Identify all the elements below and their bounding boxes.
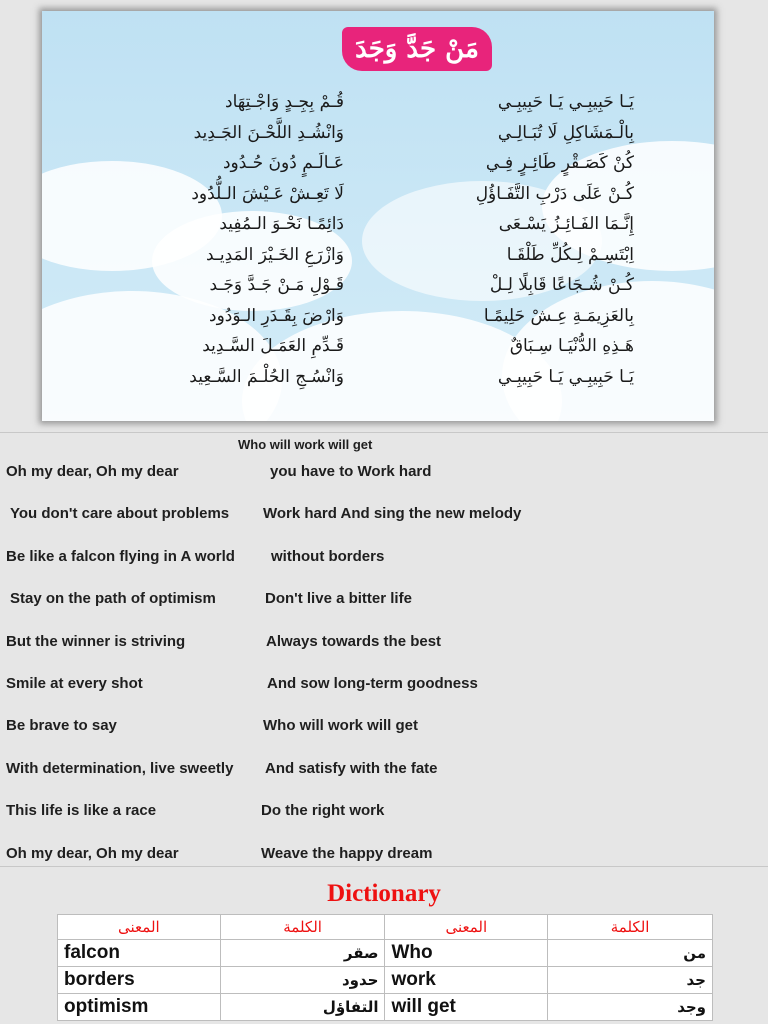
poem-verse-left: وَانْشُـدِ اللَّحْـنَ الجَـدِيد (193, 122, 344, 143)
dictionary-word: التفاؤل (220, 994, 385, 1021)
section-divider (0, 432, 768, 433)
translation-line-right: And satisfy with the fate (265, 759, 438, 777)
dictionary-word: صقر (220, 940, 385, 967)
dictionary-word: وجد (548, 994, 713, 1021)
translation-line-right: Do the right work (261, 802, 385, 820)
dictionary-meaning: optimism (58, 994, 221, 1021)
poem-card (42, 11, 714, 421)
header-meaning: المعنى (58, 915, 221, 940)
dictionary-row (58, 940, 713, 967)
poem-verse-right: هَـذِهِ الدُّنْيَـا سِـبَاقٌ (509, 336, 634, 356)
dictionary-meaning: work (385, 967, 548, 994)
translation-line-left: With determination, live sweetly (6, 759, 234, 777)
dictionary-word: من (548, 940, 713, 967)
poem-verse-right: كُنْ كَصَـقْرٍ طَائِـرٍ فِـي (485, 153, 634, 173)
poem-verse-right: بِالْـمَشَاكِلِ لَا تُبَـالِـي (497, 122, 634, 143)
poem-verse-left: وَازْرَعِ الخَـيْرَ المَدِيـد (206, 244, 344, 265)
dictionary-meaning: Who (385, 940, 548, 967)
dictionary-meaning: falcon (58, 940, 221, 967)
translation-line-left: Oh my dear, Oh my dear (6, 463, 179, 480)
translation-line-left: You don't care about problems (10, 505, 230, 523)
dictionary-row (58, 967, 713, 994)
header-word: الكلمة (220, 915, 385, 940)
poem-verse-right: يَـا حَبِيبِـي يَـا حَبِيبِـي (497, 92, 634, 112)
poem-verse-left: قَـوْلِ مَـنْ جَـدَّ وَجَـد (209, 275, 344, 295)
section-divider (0, 866, 768, 867)
poem-verse-left: قُـمْ بِجِـدٍ وَاجْـتِهَاد (225, 92, 344, 112)
poem-verse-left: قَـدِّمِ العَمَـلَ السَّـدِيد (202, 336, 344, 356)
translation-line-right: Weave the happy dream (261, 844, 433, 862)
translation-line-left: Oh my dear, Oh my dear (6, 844, 179, 862)
poem-verse-right: بِالعَزِيمَـةِ عِـشْ حَلِيمًـا (483, 305, 634, 326)
translation-line-left: Be brave to say (6, 717, 117, 735)
poem-title: مَنْ جَدَّ وَجَدَ (342, 27, 492, 71)
poem-verse-right: يَـا حَبِيبِـي يَـا حَبِيبِـي (497, 366, 634, 387)
header-meaning: المعنى (385, 915, 548, 940)
translation-line-right: Don't live a bitter life (265, 590, 412, 608)
translation-line-right: without borders (271, 547, 385, 565)
translation-line-right: you have to Work hard (270, 463, 432, 480)
header-word: الكلمة (548, 915, 713, 940)
poem-verse-left: وَانْسُـجِ الحُلْـمَ السَّـعِيد (189, 366, 344, 387)
poem-verse-left: عَـالَـمٍ دُونَ حُـدُود (222, 153, 344, 173)
dictionary-word: جد (548, 967, 713, 994)
translation-line-right: Who will work will get (263, 717, 419, 735)
poem-verse-right: كُـنْ شُـجَاعًا قَابِلًا لِـلْ (489, 275, 634, 295)
translation-line-left: Smile at every shot (6, 675, 143, 692)
poem-verse-left: وَارْضَ بِقَـدَرِ الـوَدُود (209, 305, 344, 326)
translation-line-left: This life is like a race (6, 802, 157, 820)
dictionary-word: حدود (220, 967, 385, 994)
dictionary-row (58, 994, 713, 1021)
translation-line-left: But the winner is striving (6, 632, 186, 650)
poem-verse-right: اِبْتَسِـمْ لِـكُلِّ طَلْقَـا (506, 244, 634, 265)
translation-line-left: Be like a falcon flying in A world (6, 547, 235, 565)
poem-verse-right: إِنَّـمَا الفَـائِـزُ يَسْـعَى (498, 214, 634, 234)
translation-line-left: Stay on the path of optimism (10, 590, 216, 608)
translation-line-right: Work hard And sing the new melody (263, 505, 522, 523)
poem-verse-right: كُـنْ عَلَى دَرْبِ التَّفَـاؤُلِ (475, 183, 634, 204)
dictionary-table (57, 914, 713, 1021)
dictionary-header-row (58, 915, 713, 940)
translation-line-right: Always towards the best (266, 632, 442, 650)
poem-verse-left: لَا تَعِـشْ عَـيْشَ الـلُّدُود (191, 183, 344, 204)
translation-line-right: And sow long-term goodness (267, 675, 478, 692)
dictionary-meaning: will get (385, 994, 548, 1021)
dictionary-meaning: borders (58, 967, 221, 994)
translation-heading: Who will work will get (238, 437, 373, 452)
poem-verse-left: دَائِمًـا نَحْـوَ الـمُفِيد (219, 214, 344, 234)
dictionary-title: Dictionary (327, 880, 441, 907)
